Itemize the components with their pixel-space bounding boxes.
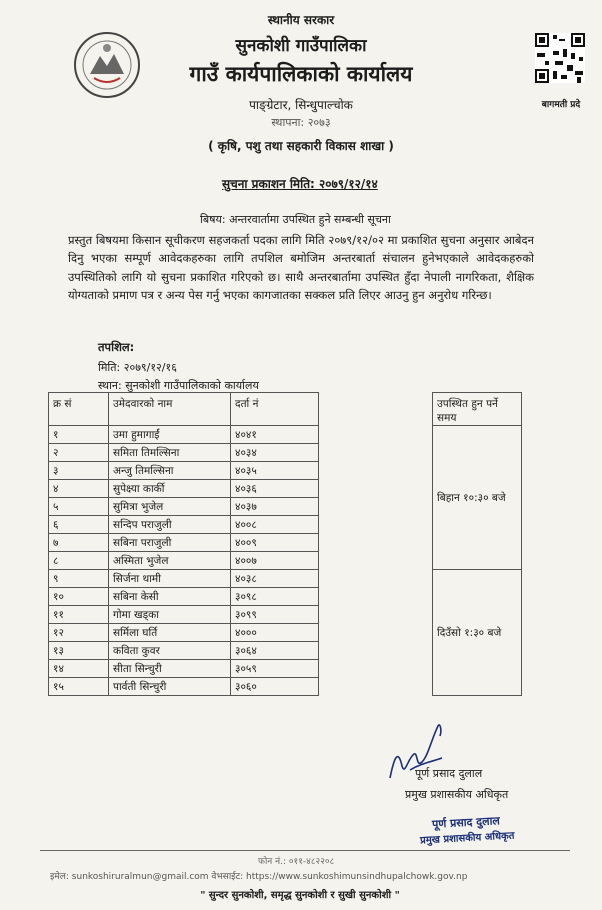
- cell-reg: ४०३७: [231, 498, 319, 516]
- publication-date: सुचना प्रकाशन मिति: २०७९/१२/१४: [222, 177, 378, 191]
- local-government-label: स्थानीय सरकार: [267, 13, 335, 27]
- cell-sn: १०: [49, 588, 109, 606]
- spacer-cell: [319, 498, 433, 516]
- stamp-title: प्रमुख प्रशासकीय अधिकृत: [419, 830, 515, 847]
- cell-sn: ११: [49, 606, 109, 624]
- office-title: गाउँ कार्यपालिकाको कार्यालय: [189, 62, 413, 86]
- cell-name: सिर्जना थामी: [109, 570, 231, 588]
- spacer-cell: [319, 570, 433, 588]
- table-row: [49, 570, 522, 588]
- signatory-name: पूर्ण प्रसाद दुलाल: [415, 767, 483, 780]
- footer-divider: [40, 850, 570, 851]
- spacer-cell: [319, 534, 433, 552]
- details-label: तपशिल:: [98, 340, 135, 354]
- cell-sn: ४: [49, 480, 109, 498]
- cell-sn: २: [49, 444, 109, 462]
- cell-sn: १: [49, 426, 109, 444]
- cell-reg: ३०६४: [231, 642, 319, 660]
- footer-slogan: " सुन्दर सुनकोशी, समृद्ध सुनकोशी र सुखी सुनकोशी ": [200, 890, 400, 901]
- signatory-title: प्रमुख प्रशासकीय अधिकृत: [405, 788, 509, 801]
- cell-reg: ४०३८: [231, 570, 319, 588]
- cell-sn: १५: [49, 678, 109, 696]
- cell-reg: ४००७: [231, 552, 319, 570]
- municipality-name: सुनकोशी गाउँपालिका: [235, 36, 367, 56]
- cell-reg: ४०३६: [231, 480, 319, 498]
- stamp-name: पूर्ण प्रसाद दुलाल: [431, 814, 501, 831]
- cell-name: उमा हुमागाईं: [109, 426, 231, 444]
- spacer-cell: [319, 660, 433, 678]
- cell-reg: ३०५९: [231, 660, 319, 678]
- spacer-cell: [319, 552, 433, 570]
- spacer-cell: [319, 624, 433, 642]
- cell-sn: ८: [49, 552, 109, 570]
- cell-reg: ४०००: [231, 624, 319, 642]
- cell-name: सुमित्रा भुजेल: [109, 498, 231, 516]
- spacer-cell: [319, 678, 433, 696]
- spacer-cell: [319, 588, 433, 606]
- cell-name: पार्वती सिन्चुरी: [109, 678, 231, 696]
- notice-subject: बिषय: अन्तरवार्तामा उपस्थित हुने सम्बन्धी सूचना: [200, 213, 391, 226]
- cell-name: सबिना पराजुली: [109, 534, 231, 552]
- spacer-cell: [319, 480, 433, 498]
- footer-contact: इमेल: sunkoshiruralmun@gmail.com वेभसाईट: https://www.sunkoshimunsindhupalchowk.gov.np: [50, 872, 468, 882]
- office-address: पाङ्ग्रेटार, सिन्धुपाल्चोक: [249, 98, 353, 112]
- spacer-cell: [319, 516, 433, 534]
- afternoon-slot: दिउँसो १:३० बजे: [433, 570, 522, 696]
- spacer-cell: [319, 606, 433, 624]
- footer-phone: फोन नं.: ०११-४८२२०८: [258, 857, 335, 867]
- cell-reg: ४०३५: [231, 462, 319, 480]
- table-header-row: [49, 393, 522, 426]
- cell-sn: १३: [49, 642, 109, 660]
- cell-name: सर्मिला घर्ति: [109, 624, 231, 642]
- province-label: बागमती प्रदे: [541, 100, 581, 110]
- spacer-cell: [319, 444, 433, 462]
- cell-name: अस्मिता भुजेल: [109, 552, 231, 570]
- cell-sn: १२: [49, 624, 109, 642]
- cell-sn: ७: [49, 534, 109, 552]
- cell-name: सबिना केसी: [109, 588, 231, 606]
- table-row: [49, 426, 522, 444]
- cell-reg: ३०९९: [231, 606, 319, 624]
- cell-name: सुपेक्ष्या कार्की: [109, 480, 231, 498]
- cell-sn: ५: [49, 498, 109, 516]
- spacer-cell: [319, 642, 433, 660]
- cell-name: समिता तिमल्सिना: [109, 444, 231, 462]
- candidate-table: [48, 392, 522, 696]
- interview-place: स्थान: सुनकोशी गाउँपालिकाको कार्यालय: [98, 379, 259, 392]
- header-time: उपस्थित हुन पर्ने समय: [433, 393, 522, 426]
- cell-sn: ९: [49, 570, 109, 588]
- section-name: ( कृषि, पशु तथा सहकारी विकास शाखा ): [208, 139, 394, 153]
- cell-name: सन्दिप पराजुली: [109, 516, 231, 534]
- header-reg: दर्ता नं: [231, 393, 319, 426]
- cell-sn: १४: [49, 660, 109, 678]
- established-year: स्थापना: २०७३: [271, 116, 331, 129]
- cell-reg: ४००८: [231, 516, 319, 534]
- cell-reg: ३०६०: [231, 678, 319, 696]
- header-name: उमेदवारको नाम: [109, 393, 231, 426]
- spacer-cell: [319, 426, 433, 444]
- cell-sn: ३: [49, 462, 109, 480]
- cell-name: अन्जु तिमल्सिना: [109, 462, 231, 480]
- cell-reg: ४०३४: [231, 444, 319, 462]
- qr-code-icon: [535, 33, 585, 83]
- cell-reg: ४००९: [231, 534, 319, 552]
- cell-reg: ४०४१: [231, 426, 319, 444]
- morning-slot: बिहान १०:३० बजे: [433, 426, 522, 570]
- interview-date: मिति: २०७९/१२/१६: [98, 361, 177, 374]
- cell-name: सीता सिन्चुरी: [109, 660, 231, 678]
- notice-body: प्रस्तुत बिषयमा किसान सूचीकरण सहजकर्ता पदका लागि मिति २०७९/१२/०२ मा प्रकाशित सुचना अनुसार आबेदन दिनु भएका सम्पूर्ण आवेदकहरुका लागि तपशिल बमोजिम अन्तरबार्ता संचालन हुनेभएकाले आवेदकहरुको उपस्थितिको लागि यो सुचना प्रकाशित गरिएको छ। साथै अन्तरबार्तामा उपस्थित हुँदा नेपाली नागरिकता, शैक्षिक योग्यताको प्रमाण पत्र र अन्य पेस गर्नु भएका कागजातका सक्कल प्रति लिएर आउनु हुन अनुरोध गरिन्छ।: [68, 233, 534, 303]
- cell-reg: ३०९८: [231, 588, 319, 606]
- cell-name: गोमा खड्का: [109, 606, 231, 624]
- header-sn: क्र सं: [49, 393, 109, 426]
- spacer-cell: [319, 462, 433, 480]
- cell-name: कविता कुवर: [109, 642, 231, 660]
- cell-sn: ६: [49, 516, 109, 534]
